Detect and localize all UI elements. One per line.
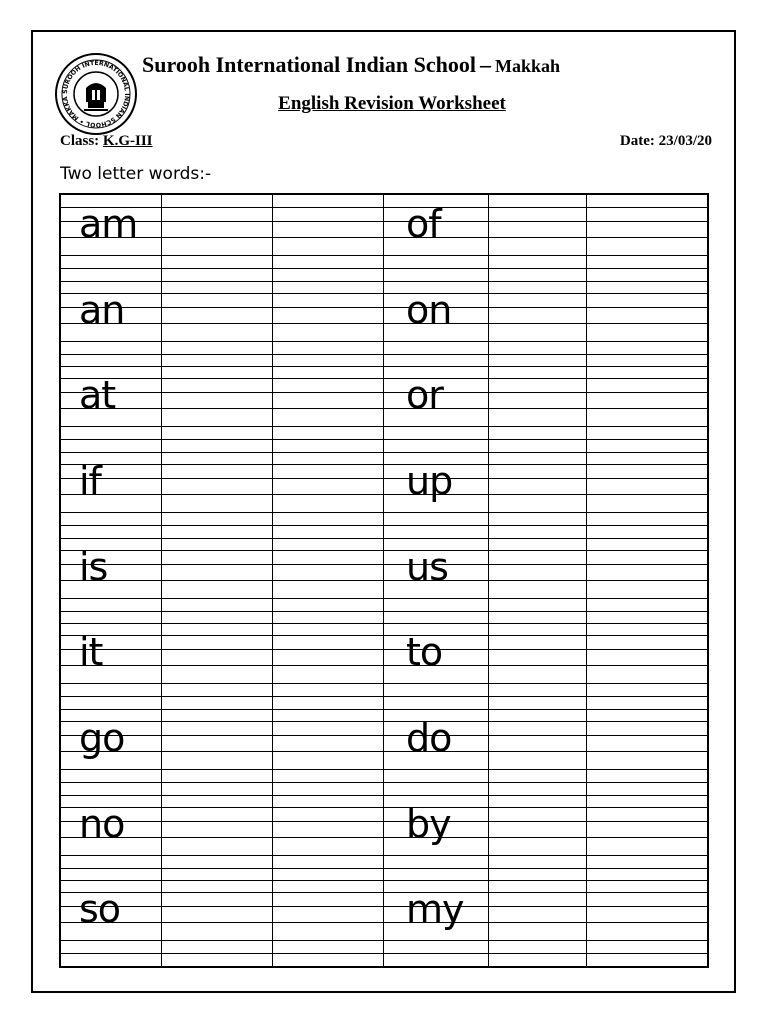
block-separator	[61, 795, 707, 796]
ruling-line	[61, 478, 707, 479]
ruling-line	[61, 940, 707, 941]
ruling-line	[61, 207, 707, 208]
ruling-line	[61, 426, 707, 427]
ruling-line	[61, 751, 707, 752]
model-word-right: do	[406, 716, 452, 760]
ruling-line	[61, 821, 707, 822]
ruling-line	[61, 683, 707, 684]
ruling-line	[61, 868, 707, 869]
column-divider	[383, 195, 384, 966]
model-word-left: at	[79, 373, 116, 418]
block-separator	[61, 452, 707, 453]
column-divider	[161, 195, 162, 966]
ruling-line	[61, 611, 707, 612]
ruling-line	[61, 512, 707, 513]
column-divider	[586, 195, 587, 966]
model-word-right: or	[406, 373, 443, 418]
ruling-line	[61, 255, 707, 256]
model-word-right: my	[406, 887, 464, 932]
ruling-line	[61, 892, 707, 893]
ruling-line	[61, 782, 707, 783]
model-word-right: up	[406, 459, 453, 503]
ruling-line	[61, 649, 707, 650]
ruling-line	[61, 221, 707, 222]
ruling-line	[61, 293, 707, 294]
model-word-right: to	[406, 630, 443, 675]
model-word-left: so	[79, 887, 121, 932]
handwriting-grid	[59, 193, 709, 968]
ruling-line	[61, 721, 707, 722]
class-info	[60, 133, 153, 150]
model-word-left: it	[79, 630, 103, 675]
logo-ring-text: SUROOH INTERNATIONAL INDIAN SCHOOL • MAKKA	[61, 59, 131, 129]
ruling-line	[61, 635, 707, 636]
ruling-line	[61, 378, 707, 379]
ruling-line	[61, 665, 707, 666]
model-word-right: us	[406, 544, 448, 589]
block-separator	[61, 709, 707, 710]
block-separator	[61, 880, 707, 881]
ruling-line	[61, 525, 707, 526]
ruling-line	[61, 408, 707, 409]
model-word-left: go	[79, 716, 125, 760]
ruling-line	[61, 807, 707, 808]
ruling-line	[61, 580, 707, 581]
class-value: K.G-III	[102, 133, 153, 149]
date-value: 23/03/20	[658, 133, 712, 149]
school-city: Makkah	[494, 56, 561, 76]
ruling-line	[61, 550, 707, 551]
model-word-right: on	[406, 287, 452, 332]
model-word-left: am	[79, 202, 138, 246]
block-separator	[61, 538, 707, 539]
ruling-line	[61, 922, 707, 923]
model-word-left: is	[79, 544, 108, 589]
worksheet-title: English Revision Worksheet	[278, 93, 506, 114]
ruling-line	[61, 354, 707, 355]
ruling-line	[61, 341, 707, 342]
ruling-line	[61, 237, 707, 238]
ruling-line	[61, 392, 707, 393]
block-separator	[61, 366, 707, 367]
column-divider	[272, 195, 273, 966]
ruling-line	[61, 837, 707, 838]
ruling-line	[61, 906, 707, 907]
model-word-left: an	[79, 287, 125, 332]
class-label: Class:	[60, 133, 100, 149]
block-separator	[61, 281, 707, 282]
ruling-line	[61, 564, 707, 565]
column-divider	[488, 195, 489, 966]
ruling-line	[61, 323, 707, 324]
ruling-line	[61, 268, 707, 269]
ruling-line	[61, 494, 707, 495]
model-word-left: no	[79, 801, 125, 846]
date-label: Date:	[619, 133, 655, 149]
date-info	[620, 133, 712, 150]
model-word-right: of	[406, 202, 441, 246]
block-separator	[61, 623, 707, 624]
title-separator: –	[479, 52, 491, 77]
school-title	[142, 52, 722, 78]
ruling-line	[61, 464, 707, 465]
ruling-line	[61, 696, 707, 697]
ruling-line	[61, 439, 707, 440]
ruling-line	[61, 735, 707, 736]
ruling-line	[61, 855, 707, 856]
school-name: Surooh International Indian School	[142, 52, 476, 77]
model-word-left: if	[79, 459, 101, 503]
ruling-line	[61, 598, 707, 599]
ruling-line	[61, 307, 707, 308]
ruling-line	[61, 769, 707, 770]
ruling-line	[61, 953, 707, 954]
model-word-right: by	[406, 801, 451, 846]
section-label: Two letter words:-	[60, 164, 212, 184]
